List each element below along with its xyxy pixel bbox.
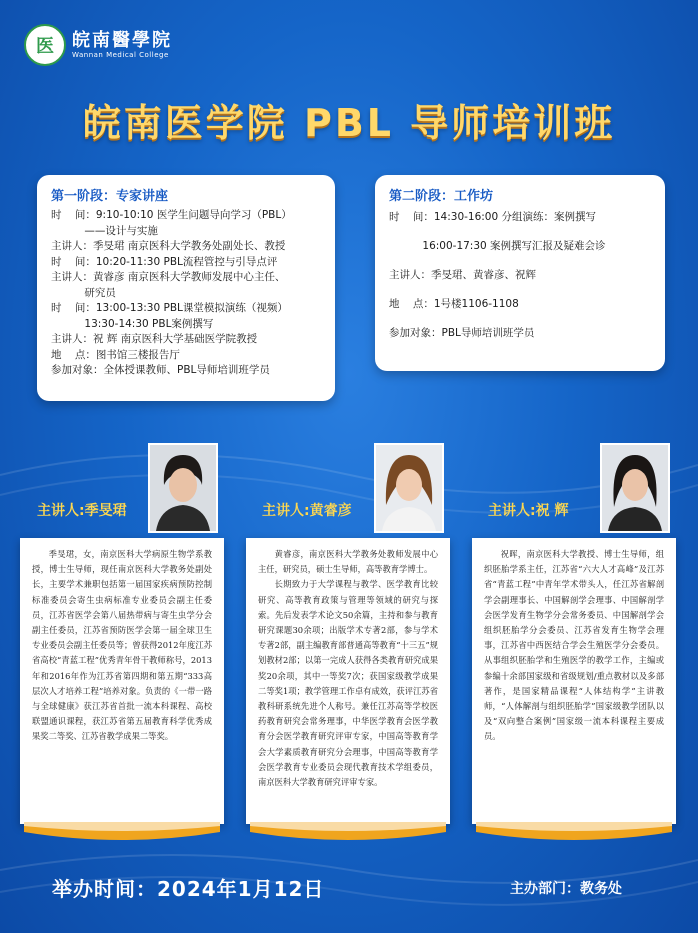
stage1-rows (37, 208, 335, 379)
stage2-row: 参加对象： PBL导师培训班学员 (389, 327, 535, 339)
stage2-row: 主讲人： 季旻珺、黄睿彦、祝辉 (389, 269, 536, 281)
stage1-row: 时 间： 13:00-13:30 PBL课堂模拟演练（视频） (51, 302, 288, 314)
stage1-row: 13:30-14:30 PBL案例撰写 (84, 317, 214, 330)
event-date: 举办时间：2024年1月12日 (52, 877, 325, 901)
page-title: 皖南医学院 PBL 导师培训班 (82, 101, 616, 145)
emblem-char: 医 (36, 36, 54, 57)
logo-name-cn: 皖南醫學院 (72, 30, 172, 51)
stage1-row: ——设计与实施 (84, 224, 158, 237)
speaker1-photo (148, 443, 218, 533)
speaker3-bio: 祝晖，南京医科大学教授、博士生导师，组织胚胎学系主任，江苏省“六大人才高峰”及江苏省“青蓝工程”中青年学术带头人，任江苏省解剖学会副理事长、中国解剖学会理事、中国解剖学会医学发育生物学分会常务委员、中国解剖学会组织胚胎学分会委员、江苏省发育生物学会理事，江苏省中西医结合学会生殖医学分会委员。从事组织胚胎学和生殖医学的教学工作，主编或参编十余部国家级和省级规划/重点教材以及多部著作，是国家精品课程“人体结构学”主讲教师，“人体解剖与组织胚胎学”国家级教学团队以及“双向整合案例”国家级一流本科课程主要成员。 (472, 538, 676, 824)
stage1-panel (37, 175, 335, 401)
scroll-end-decoration (24, 818, 220, 844)
stage1-row: 研究员 (84, 286, 116, 299)
stage1-row: 主讲人： 祝 辉 南京医科大学基础医学院教授 (51, 333, 258, 345)
speaker3-label: 主讲人:祝 辉 (488, 503, 569, 519)
college-emblem-icon (24, 24, 66, 66)
stage1-row: 地 点： 图书馆三楼报告厅 (51, 348, 180, 361)
stage1-row: 主讲人： 季旻珺 南京医科大学教务处副处长、教授 (51, 240, 286, 252)
scroll-end-decoration (250, 818, 446, 844)
stage1-row: 主讲人： 黄睿彦 南京医科大学教师发展中心主任、 (51, 271, 286, 283)
speaker2-bio (246, 538, 450, 824)
speaker2-photo (374, 443, 444, 533)
stage2-rows (375, 208, 665, 340)
stage2-row: 16:00-17:30 案例撰写汇报及疑难会诊 (422, 240, 606, 252)
speaker2-label: 主讲人:黄睿彦 (262, 503, 352, 519)
stage1-heading: 第一阶段：专家讲座 (51, 189, 169, 204)
speaker1-bio: 季旻珺，女，南京医科大学病原生物学系教授，博士生导师，现任南京医科大学教务处副处长，主要学术兼职包括第一届国家疾病预防控制标准委员会寄生虫病标准专业委员会副主任委员，江苏省医学会第八届热带病与寄生虫学分会副主任委员，江苏省预防医学会第一届全球卫生专业委员会副主任委员等；曾获得2012年度江苏省高校“青蓝工程”优秀青年骨干教师称号，2013年和2016年作为江苏省第四期和第五期“333高层次人才培养工程”培养对象。负责的《一带一路与全球健康》获江苏省首批一流本科课程、高校联盟通识课程，获江苏省第五届教育科学优秀成果奖二等奖、江苏省教学成果二等奖。 (20, 538, 224, 824)
stage1-row: 时 间： 10:20-11:30 PBL流程管控与引导点评 (51, 255, 278, 268)
scroll-end-decoration (476, 818, 672, 844)
speaker2-bio-p1: 黄睿彦，南京医科大学教务处教师发展中心主任，研究员，硕士生导师，高等教育学博士。 (258, 549, 438, 575)
stage2-row: 地 点： 1号楼1106-1108 (389, 298, 519, 310)
stage2-row: 时 间： 14:30-16:00 分组演练：案例撰写 (389, 211, 597, 223)
logo-text (72, 31, 172, 59)
speaker2-bio-p2: 长期致力于大学课程与教学、医学教育比较研究、高等教育政策与管理等领域的研究与探索。先后发表学术论文50余篇，主持和参与教育研究课题30余项；出版学术专著2部，参与学术专著2部，副主编教育部普通高等教育“十三五”规划教材2部；以第一完成人获得各类教育研究成果奖20余项，其中一等奖7次；获国家级教学成果二等奖1项；教学管理工作卓有成效，获评江苏省教科研系统先进个人称号。兼任江苏高等学校医药教育研究会常务理事，中华医学教育会医学教育分会医学教育研究评审专家，中国高等教育学会大学素质教育研究分会理事，中国高等教育学会医学教育专业委员会现代教育技术学组委员，南京医科大学教育研究评审专家。 (258, 579, 438, 788)
organizer: 主办部门：教务处 (510, 881, 622, 897)
speaker1-label: 主讲人:季旻珺 (37, 503, 127, 519)
stage2-panel (375, 175, 665, 371)
stage1-row: 时 间： 9:10-10:10 医学生问题导向学习（PBL） (51, 209, 292, 221)
speaker3-photo (600, 443, 670, 533)
logo-name-en: Wannan Medical College (72, 51, 169, 59)
stage2-heading: 第二阶段：工作坊 (389, 189, 494, 204)
college-logo (24, 24, 172, 66)
stage1-row: 参加对象： 全体授课教师、PBL导师培训班学员 (51, 364, 270, 376)
